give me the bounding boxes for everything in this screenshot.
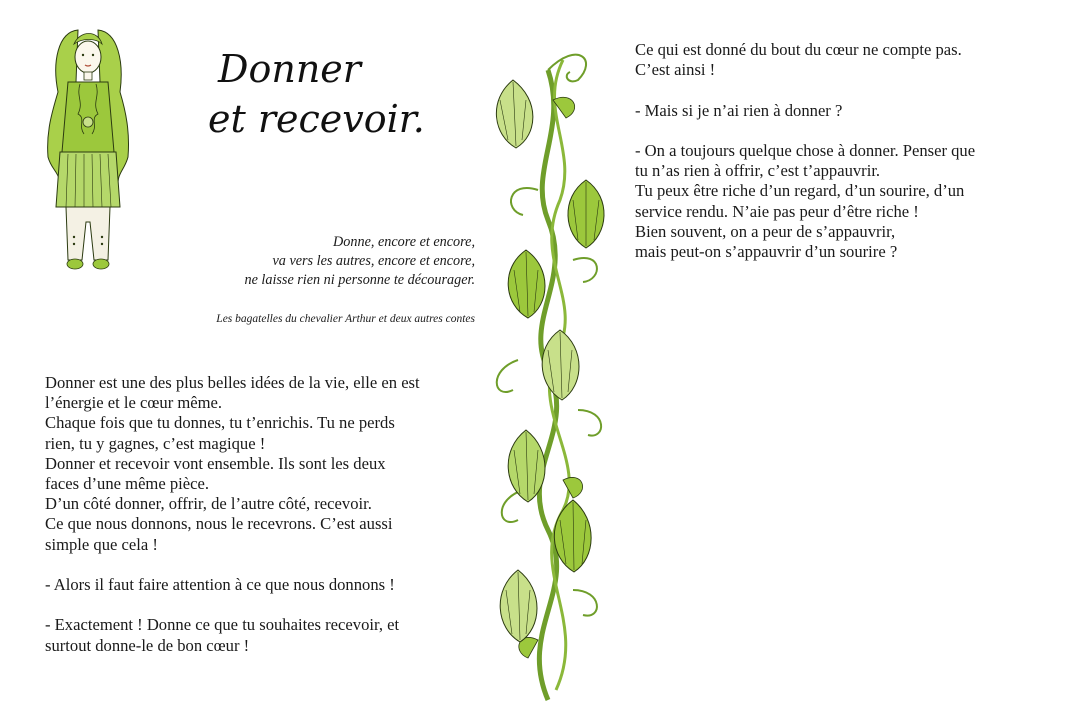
title-line-2: et recevoir. (208, 97, 425, 140)
vine-illustration (478, 30, 618, 710)
paragraph: Ce qui est donné du bout du cœur ne compte pas. C’est ainsi ! (635, 40, 962, 80)
title-line-1: Donner (218, 47, 361, 91)
right-text-column (635, 40, 1035, 262)
page-title (200, 40, 430, 140)
epigraph (150, 233, 475, 290)
epigraph-line: Donne, encore et encore, (333, 234, 475, 250)
paragraph: - Exactement ! Donne ce que tu souhaites recevoir, et surtout donne-le de bon cœur ! (45, 615, 400, 655)
epigraph-line: va vers les autres, encore et encore, (272, 253, 475, 269)
paragraph: Donner est une des plus belles idées de la vie, elle en est l’énergie et le cœur même. Chaque fois que tu donnes, tu t’enrichis. Tu ne perds rien, tu y gagnes, c’est magique ! Donner et recevoir vont ensemble. Ils sont les deux faces d’une même pièce. D’un côté donner, offrir, de l’autre côté, recevoir. Ce que nous donnons, nous le recevrons. C’est aussi simple que cela ! (45, 373, 420, 554)
epigraph-line: ne laisse rien ni personne te décourager. (244, 272, 475, 288)
girl-illustration (38, 22, 138, 277)
paragraph: - Mais si je n’ai rien à donner ? (635, 100, 843, 120)
paragraph: - On a toujours quelque chose à donner. Penser que tu n’as rien à offrir, c’est t’appauvrir. Tu peux être riche d’un regard, d’un sourire, d’un service rendu. N’aie pas peur d’être riche ! Bien souvent, on a peur de s’appauvrir, mais peut-on s’appauvrir d’un sourire ? (635, 140, 976, 261)
paragraph: - Alors il faut faire attention à ce que nous donnons ! (45, 575, 395, 595)
epigraph-source: Les bagatelles du chevalier Arthur et deux autres contes (216, 313, 475, 325)
left-text-column (45, 373, 465, 656)
